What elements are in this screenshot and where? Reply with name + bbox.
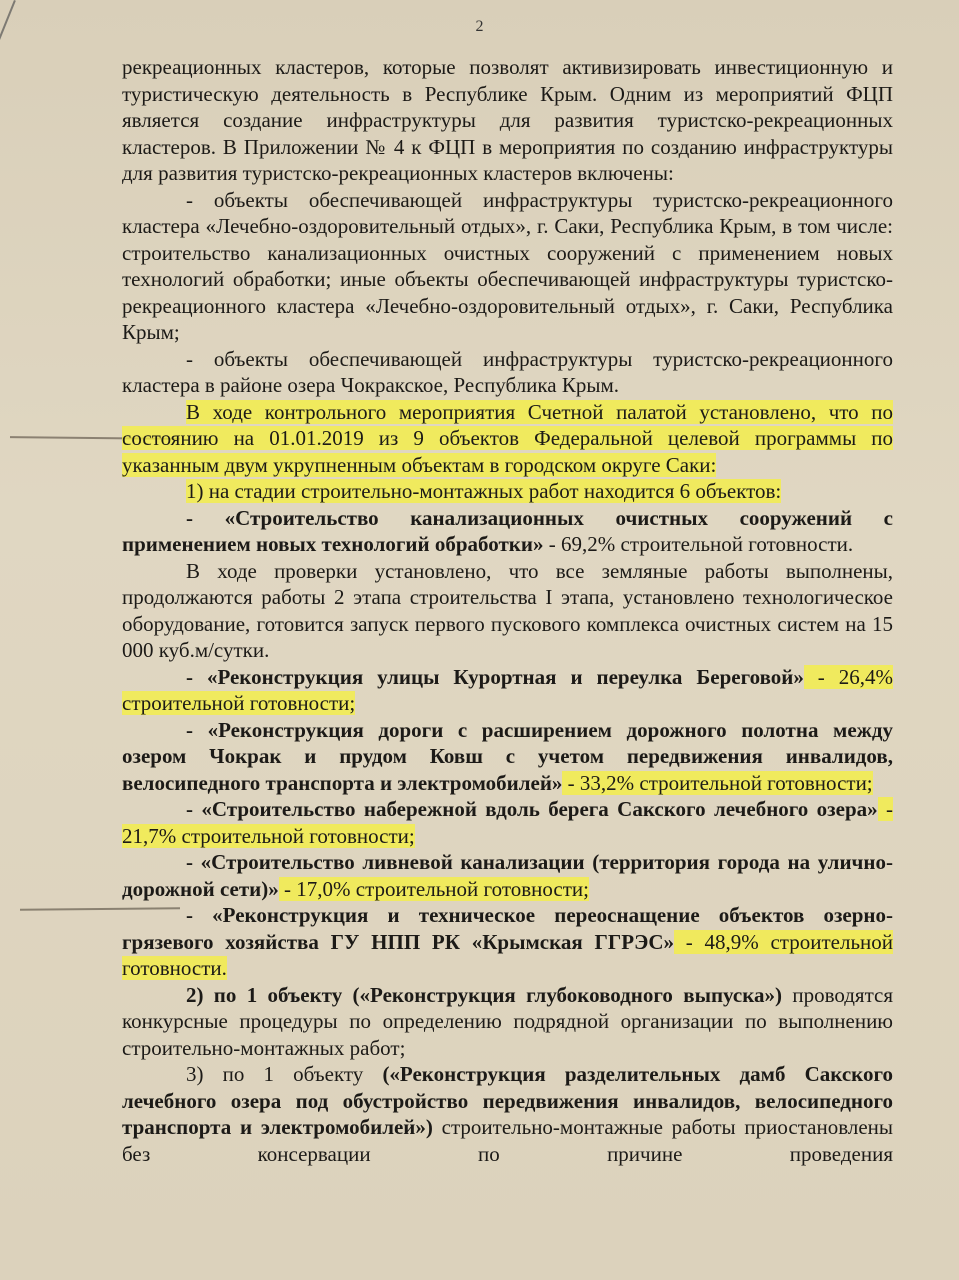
paragraph-text: - объекты обеспечивающей инфраструктуры туристско-рекреационного кластера в районе озера Чокракское, Республика Крым. xyxy=(122,346,893,397)
highlighted-text: - 21,7% строительной готовности; xyxy=(122,797,893,848)
paragraph xyxy=(122,187,893,346)
highlighted-text: - 48,9% строительной готовности. xyxy=(122,929,893,980)
list-number: 2) по 1 объекту xyxy=(186,982,353,1007)
paragraph xyxy=(122,558,893,664)
object-title: - «Строительство канализационных очистных сооружений с применением новых технологий обработки» xyxy=(122,505,893,556)
highlighted-text: В ходе контрольного мероприятия Счетной палатой установлено, что по состоянию на 01.01.2019 из 9 объектов Федеральной целевой программы по указанным двум укрупненным объектам в городском округе Саки: xyxy=(122,399,893,477)
paragraph-text: рекреационных кластеров, которые позволят активизировать инвестиционную и туристическую деятельность в Республике Крым. Одним из мероприятий ФЦП является создание инфраструктуры для развития туристско-рекреационных кластеров. В Приложении № 4 к ФЦП в мероприятия по созданию инфраструктуры для развития туристско-рекреационных кластеров включены: xyxy=(122,55,893,185)
paragraph-text: проводятся конкурсные процедуры по определению подрядной организации по выполнению строительно-монтажных работ; xyxy=(122,982,893,1060)
paragraph-text: В ходе проверки установлено, что все земляные работы выполнены, продолжаются работы 2 этапа строительства I этапа, установлено технологическое оборудование, готовится запуск первого пускового комплекса очистных систем на 15 000 куб.м/сутки. xyxy=(122,558,893,662)
paragraph xyxy=(122,346,893,399)
paragraph xyxy=(122,796,893,849)
object-title: («Реконструкция глубоководного выпуска») xyxy=(352,982,783,1007)
highlighted-text: - 17,0% строительной готовности; xyxy=(278,876,589,901)
object-title: - «Реконструкция дороги с расширением дорожного полотна между озером Чокрак и прудом Ковш с учетом передвижения инвалидов, велосипедного транспорта и электромобилей» xyxy=(122,717,893,795)
object-title: - «Реконструкция улицы Курортная и переулка Береговой» xyxy=(186,664,804,689)
highlighted-text: - 26,4% строительной готовности; xyxy=(122,664,893,715)
highlighted-text: 1) на стадии строительно-монтажных работ находится 6 объектов: xyxy=(186,479,782,503)
object-title: - «Реконструкция и техническое переоснащение объектов озерно-грязевого хозяйства ГУ НПП РК «Крымская ГГРЭС» xyxy=(122,903,893,954)
paragraph xyxy=(122,505,893,558)
document-body xyxy=(122,54,893,1167)
paragraph xyxy=(122,717,893,797)
object-title: - «Строительство набережной вдоль берега Сакского лечебного озера» xyxy=(186,797,878,821)
highlighted-text: - 33,2% строительной готовности; xyxy=(562,770,873,795)
page-number: 2 xyxy=(475,18,484,35)
paragraph-text: - объекты обеспечивающей инфраструктуры туристско-рекреационного кластера «Лечебно-оздоровительный отдых», г. Саки, Республика Крым, в том числе: строительство канализационных очистных сооружений с применением новых технологий обработки; иные объекты обеспечивающей инфраструктуры туристско-рекреационного кластера «Лечебно-оздоровительный отдых», г. Саки, Республика Крым; xyxy=(122,187,893,344)
paragraph xyxy=(122,399,893,479)
paragraph xyxy=(122,849,893,902)
paragraph xyxy=(122,1061,893,1167)
list-number: 3) по 1 объекту xyxy=(186,1062,383,1086)
paragraph-text: строительно-монтажные работы приостановлены без консервации по причине проведения xyxy=(122,1115,893,1166)
object-title: («Реконструкция разделительных дамб Сакского лечебного озера под обустройство передвижения инвалидов, велосипедного транспорта и электромобилей») xyxy=(122,1062,893,1139)
pen-mark xyxy=(0,0,16,89)
paragraph xyxy=(122,478,893,505)
object-title: - «Строительство ливневой канализации (территория города на улично-дорожной сети)» xyxy=(122,850,893,901)
paragraph-text: - 69,2% строительной готовности. xyxy=(543,532,854,556)
paragraph xyxy=(122,54,893,187)
paragraph xyxy=(122,902,893,982)
paragraph xyxy=(122,982,893,1062)
paragraph xyxy=(122,664,893,717)
